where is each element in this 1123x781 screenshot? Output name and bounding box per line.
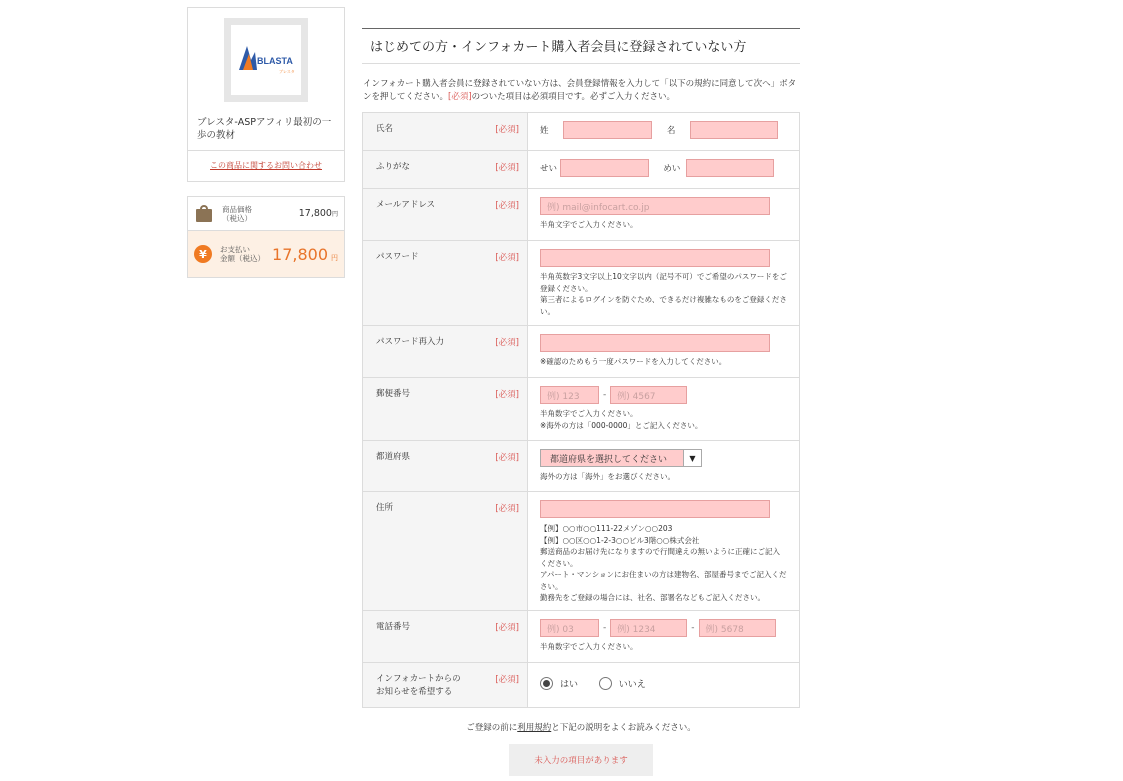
address-help-5: 勤務先をご登録の場合には、社名、部署名などもご記入ください。 bbox=[540, 593, 765, 602]
zip-input-2[interactable]: 例) 4567 bbox=[610, 386, 687, 404]
phone-help: 半角数字でご入力ください。 bbox=[540, 642, 638, 651]
item-price-row bbox=[188, 197, 344, 231]
zip-label: 郵便番号 bbox=[376, 389, 411, 399]
shopping-bag-icon bbox=[196, 205, 212, 222]
password-row bbox=[363, 241, 800, 326]
newsletter-no-radio[interactable]: いいえ bbox=[599, 677, 646, 690]
prefecture-row bbox=[363, 441, 800, 492]
required-tag: [必須] bbox=[495, 163, 519, 173]
first-name-prefix: 名 bbox=[666, 126, 676, 136]
required-tag: [必須] bbox=[495, 675, 519, 685]
last-kana-prefix: せい bbox=[540, 164, 558, 174]
product-card bbox=[187, 7, 345, 182]
zip-row: 郵便番号 [必須] 例) 123 - 例) 4567 半角数字でご入力ください。 ※海外の方は「000-0000」とご記入ください。 bbox=[363, 378, 800, 441]
phone-row: 電話番号 [必須] 例) 03 - 例) 1234 - 例) 5678 半角数字でご入力ください。 bbox=[363, 611, 800, 663]
terms-notice: ご登録の前に利用規約と下記の説明をよくお読みください。 bbox=[466, 723, 696, 733]
newsletter-yes-radio[interactable]: はい bbox=[540, 677, 578, 690]
zip-input-1[interactable]: 例) 123 bbox=[540, 386, 599, 404]
address-row bbox=[363, 492, 800, 611]
last-kana-input[interactable] bbox=[560, 159, 649, 177]
prefecture-label: 都道府県 bbox=[376, 452, 411, 462]
name-row bbox=[363, 113, 800, 151]
terms-link[interactable]: 利用規約 bbox=[517, 723, 552, 733]
required-tag: [必須] bbox=[495, 338, 519, 348]
item-price-value: 17,800円 bbox=[298, 208, 338, 219]
phone-label: 電話番号 bbox=[376, 622, 411, 632]
address-help-4: アパート・マンションにお住まいの方は建物名、部屋番号までご記入ください。 bbox=[540, 570, 787, 591]
address-help-3: 郵送商品のお届け先になりますので行間違えの無いように正確にご記入ください。 bbox=[540, 547, 780, 568]
address-help-1: 【例】○○市○○111-22メゾン○○203 bbox=[540, 524, 673, 533]
phone-input-1[interactable]: 例) 03 bbox=[540, 619, 599, 637]
product-title: ブレスタ-ASPアフィリ最初の一歩の教材 bbox=[197, 117, 332, 141]
required-tag: [必須] bbox=[495, 253, 519, 263]
password-input[interactable] bbox=[540, 249, 770, 267]
dropdown-arrow-icon[interactable]: ▼ bbox=[683, 450, 701, 466]
email-row bbox=[363, 189, 800, 241]
last-name-input[interactable] bbox=[563, 121, 652, 139]
form-table bbox=[362, 112, 800, 708]
first-kana-prefix: めい bbox=[663, 164, 681, 174]
password-label: パスワード bbox=[376, 252, 419, 262]
required-tag: [必須] bbox=[495, 125, 519, 135]
payment-total-row bbox=[188, 231, 344, 277]
price-summary bbox=[187, 196, 345, 278]
first-name-input[interactable] bbox=[690, 121, 778, 139]
product-thumbnail bbox=[224, 18, 308, 102]
required-tag: [必須] bbox=[495, 504, 519, 514]
zip-help-2: ※海外の方は「000-0000」とご記入ください。 bbox=[540, 420, 703, 430]
address-label: 住所 bbox=[376, 503, 394, 513]
zip-help-1: 半角数字でご入力ください。 bbox=[540, 409, 638, 418]
password-confirm-help: ※確認のためもう一度パスワードを入力してください。 bbox=[540, 357, 727, 366]
last-name-prefix: 姓 bbox=[540, 126, 549, 136]
product-inquiry bbox=[188, 150, 344, 181]
email-input[interactable]: 例) mail@infocart.co.jp bbox=[540, 197, 770, 215]
required-tag: [必須] bbox=[495, 201, 519, 211]
password-confirm-input[interactable] bbox=[540, 334, 770, 352]
password-confirm-row bbox=[363, 326, 800, 378]
first-kana-input[interactable] bbox=[686, 159, 774, 177]
logo-subtext: ブレスタ bbox=[279, 69, 295, 74]
product-inquiry-link[interactable]: この商品に関するお問い合わせ bbox=[210, 161, 322, 170]
payment-total-value: 17,800 円 bbox=[272, 244, 338, 264]
logo-text: BLASTA bbox=[257, 56, 293, 66]
password-help-1: 半角英数字3文字以上10文字以内（記号不可）でご希望のパスワードをご登録ください。 bbox=[540, 272, 787, 293]
required-tag: [必須] bbox=[495, 623, 519, 633]
address-help-2: 【例】○○区○○1-2-3○○ビル3階○○株式会社 bbox=[540, 535, 700, 545]
required-tag: [必須] bbox=[495, 453, 519, 463]
address-input[interactable] bbox=[540, 500, 770, 518]
phone-input-3[interactable]: 例) 5678 bbox=[699, 619, 776, 637]
blasta-logo bbox=[231, 25, 301, 95]
submit-button[interactable]: 未入力の項目があります bbox=[509, 744, 653, 776]
registration-form bbox=[362, 28, 800, 776]
password-confirm-label: パスワード再入力 bbox=[376, 337, 445, 347]
order-sidebar bbox=[187, 7, 345, 278]
prefecture-selected: 都道府県を選択してください bbox=[550, 455, 668, 465]
phone-input-2[interactable]: 例) 1234 bbox=[610, 619, 687, 637]
prefecture-select[interactable] bbox=[540, 449, 702, 467]
required-tag: [必須] bbox=[495, 390, 519, 400]
form-heading: はじめての方・インフォカート購入者会員に登録されていない方 bbox=[362, 28, 800, 64]
password-help-2: 第三者によるログインを防ぐため、できるだけ複雑なものをご登録ください。 bbox=[540, 295, 787, 316]
kana-row bbox=[363, 151, 800, 189]
newsletter-row bbox=[363, 663, 800, 708]
item-price-label: 商品価格 （税込） bbox=[222, 204, 252, 223]
form-intro: インフォカート購入者会員に登録されていない方は、会員登録情報を入力して「以下の規約に同意して次へ」ボタンを押してください。[必須]のついた項目は必須項目です。必ずご入力ください。 bbox=[363, 79, 797, 102]
email-help: 半角文字でご入力ください。 bbox=[540, 220, 638, 229]
kana-label: ふりがな bbox=[376, 162, 411, 172]
payment-total-label: お支払い 金額（税込） bbox=[220, 245, 265, 263]
name-label: 氏名 bbox=[376, 124, 394, 134]
yen-icon: ¥ bbox=[194, 245, 212, 263]
newsletter-label: インフォカートからの お知らせを希望する bbox=[376, 674, 461, 697]
prefecture-help: 海外の方は「海外」をお選びください。 bbox=[540, 472, 675, 481]
email-label: メールアドレス bbox=[376, 200, 436, 210]
